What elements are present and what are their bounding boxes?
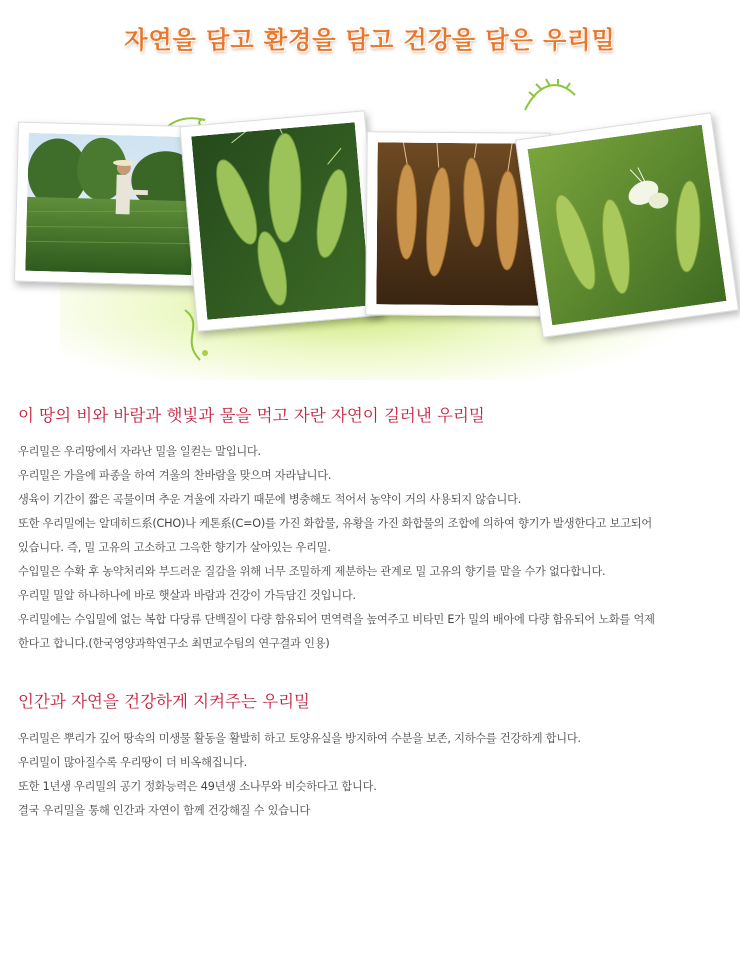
paragraph-line: 우리밀 밀알 하나하나에 바로 햇살과 바람과 건강이 가득담긴 것입니다. — [18, 589, 356, 602]
photo-farmer — [14, 122, 206, 287]
paragraph-line: 있습니다. 즉, 밀 고유의 고소하고 그윽한 향기가 살아있는 우리밀. — [18, 541, 331, 554]
vine-right-icon — [520, 75, 580, 115]
section-heading-health: 인간과 자연을 건강하게 지켜주는 우리밀 — [18, 692, 310, 711]
section-body-health — [18, 727, 718, 823]
paragraph-line: 우리밀은 뿌리가 깊어 땅속의 미생물 활동을 활발히 하고 토양유실을 방지하여 수분을 보존, 지하수를 건강하게 합니다. — [18, 732, 581, 745]
paragraph-line: 생육이 기간이 짧은 곡물이며 추운 겨울에 자라기 때문에 병충해도 적어서 농약이 거의 사용되지 않습니다. — [18, 493, 522, 506]
photo-green-wheat — [179, 110, 382, 331]
ripe-golden-wheat-icon — [376, 142, 539, 305]
paragraph-line: 또한 우리밀에는 알데히드系(CHO)나 케톤系(C=O)를 가진 화합물, 유황을 가진 화합물의 조합에 의하여 향기가 발생한다고 보고되어 — [18, 517, 652, 530]
photo-butterfly — [515, 112, 739, 338]
section-body-nature — [18, 440, 718, 656]
paragraph-line: 우리밀은 우리땅에서 자라난 밀을 일컫는 말입니다. — [18, 445, 261, 458]
hero-photo-collage — [0, 70, 740, 375]
paragraph-line: 한다고 합니다.(한국영양과학연구소 최면교수팀의 연구결과 인용) — [18, 637, 330, 650]
butterfly-on-wheat-icon — [527, 125, 726, 326]
paragraph-line: 수입밀은 수확 후 농약처리와 부드러운 질감을 위해 너무 조밀하게 제분하는 관계로 밀 고유의 향기를 맡을 수가 없다합니다. — [18, 565, 606, 578]
section-heading-nature: 이 땅의 비와 바람과 햇빛과 물을 먹고 자란 자연이 길러낸 우리밀 — [18, 406, 485, 425]
paragraph-line: 우리밀은 가을에 파종을 하여 겨울의 찬바람을 맞으며 자라납니다. — [18, 469, 332, 482]
paragraph-line: 또한 1년생 우리밀의 공기 정화능력은 49년생 소나무와 비슷하다고 합니다. — [18, 780, 377, 793]
page-title: 자연을 담고 환경을 담고 건강을 담은 우리밀 — [124, 26, 616, 54]
green-wheat-ears-icon — [191, 122, 370, 320]
paragraph-line: 결국 우리밀을 통해 인간과 자연이 함께 건강해질 수 있습니다 — [18, 804, 311, 817]
paragraph-line: 우리밀에는 수입밀에 없는 복합 다당류 단백질이 다량 함유되어 면역력을 높여주고 비타민 E가 밀의 배아에 다량 함유되어 노화를 억제 — [18, 613, 655, 626]
farmer-in-wheat-field-icon — [25, 133, 195, 275]
paragraph-line: 우리밀이 많아질수록 우리땅이 더 비옥해집니다. — [18, 756, 247, 769]
